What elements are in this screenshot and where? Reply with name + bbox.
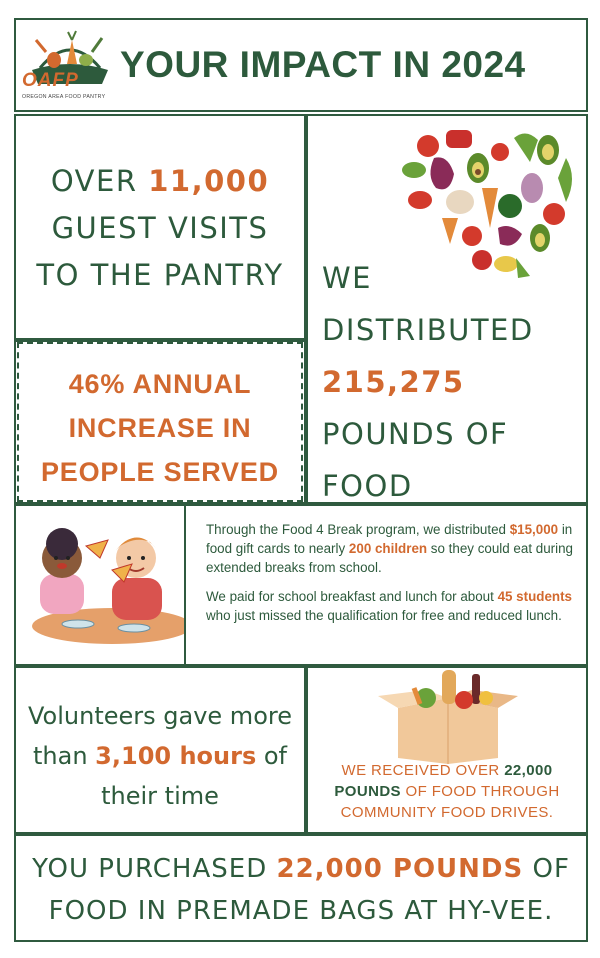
annual-increase-text — [16, 362, 304, 494]
purchased-panel — [14, 834, 588, 942]
vol-line1: Volunteers gave more — [28, 702, 292, 730]
p1-text-c: so they could eat during extended breaks from school. — [206, 541, 573, 575]
students-count: 45 students — [497, 589, 572, 604]
guest-line3: TO THE PANTRY — [36, 258, 284, 292]
purchased-pounds: 22,000 POUNDS — [276, 854, 524, 884]
divider — [184, 506, 186, 664]
dist-line4: POUNDS OF — [322, 417, 509, 451]
increase-line3: PEOPLE SERVED — [41, 457, 279, 487]
vol-line2-prefix: than — [33, 742, 96, 770]
food-drives-panel — [306, 666, 588, 834]
volunteer-hours: 3,100 hours — [95, 742, 257, 770]
header — [14, 18, 588, 112]
buy-line2: FOOD IN PREMADE BAGS AT HY-VEE. — [48, 896, 554, 926]
guest-visits-number: 11,000 — [148, 164, 270, 198]
dist-line1: WE — [322, 261, 372, 295]
increase-line1: 46% ANNUAL — [68, 369, 252, 399]
drive-text-b: OF FOOD THROUGH — [400, 783, 560, 800]
buy-suffix: OF — [523, 854, 570, 884]
volunteers-panel — [14, 666, 306, 834]
food-4-break-paragraph — [206, 520, 582, 577]
p1-text-b: in food gift cards to nearly — [206, 522, 573, 556]
purchased-text — [16, 848, 586, 932]
increase-line2: INCREASE IN — [68, 413, 252, 443]
volunteers-text — [16, 696, 304, 816]
guest-visits-panel — [14, 114, 306, 340]
vol-line2-suffix: of — [256, 742, 287, 770]
gift-card-amount: $15,000 — [509, 522, 559, 537]
dist-line2: DISTRIBUTED — [322, 313, 534, 347]
guest-prefix: OVER — [50, 164, 149, 198]
guest-line2: GUEST VISITS — [51, 211, 269, 245]
page-title: YOUR IMPACT IN 2024 — [120, 44, 526, 85]
drive-pounds-label: POUNDS — [334, 783, 401, 800]
food-4-break-text — [206, 520, 582, 635]
annual-increase-panel — [14, 340, 306, 504]
food-box-icon — [368, 668, 528, 764]
dist-line5: FOOD — [322, 469, 413, 503]
vol-line3: their time — [101, 782, 219, 810]
drive-text-c: COMMUNITY FOOD DRIVES. — [340, 804, 554, 821]
guest-visits-text — [16, 158, 304, 299]
distributed-text — [322, 252, 534, 512]
p1-text-a: Through the Food 4 Break program, we distributed — [206, 522, 510, 537]
food-drives-text — [308, 760, 586, 823]
children-count: 200 children — [348, 541, 428, 556]
pounds-distributed-number: 215,275 — [322, 365, 465, 399]
logo-subtitle: OREGON AREA FOOD PANTRY — [22, 94, 106, 100]
children-eating-pizza-illustration — [16, 506, 184, 664]
school-meals-paragraph — [206, 587, 582, 625]
distributed-panel — [306, 114, 588, 504]
drive-text-a: WE RECEIVED OVER — [341, 762, 505, 779]
p2-text-b: who just missed the qualification for free and reduced lunch. — [206, 608, 562, 623]
buy-prefix: YOU PURCHASED — [32, 854, 277, 884]
p2-text-a: We paid for school breakfast and lunch for about — [206, 589, 498, 604]
food-drive-pounds: 22,000 — [504, 762, 553, 779]
food-4-break-panel — [14, 504, 588, 666]
logo-text: OAFP — [22, 70, 79, 91]
